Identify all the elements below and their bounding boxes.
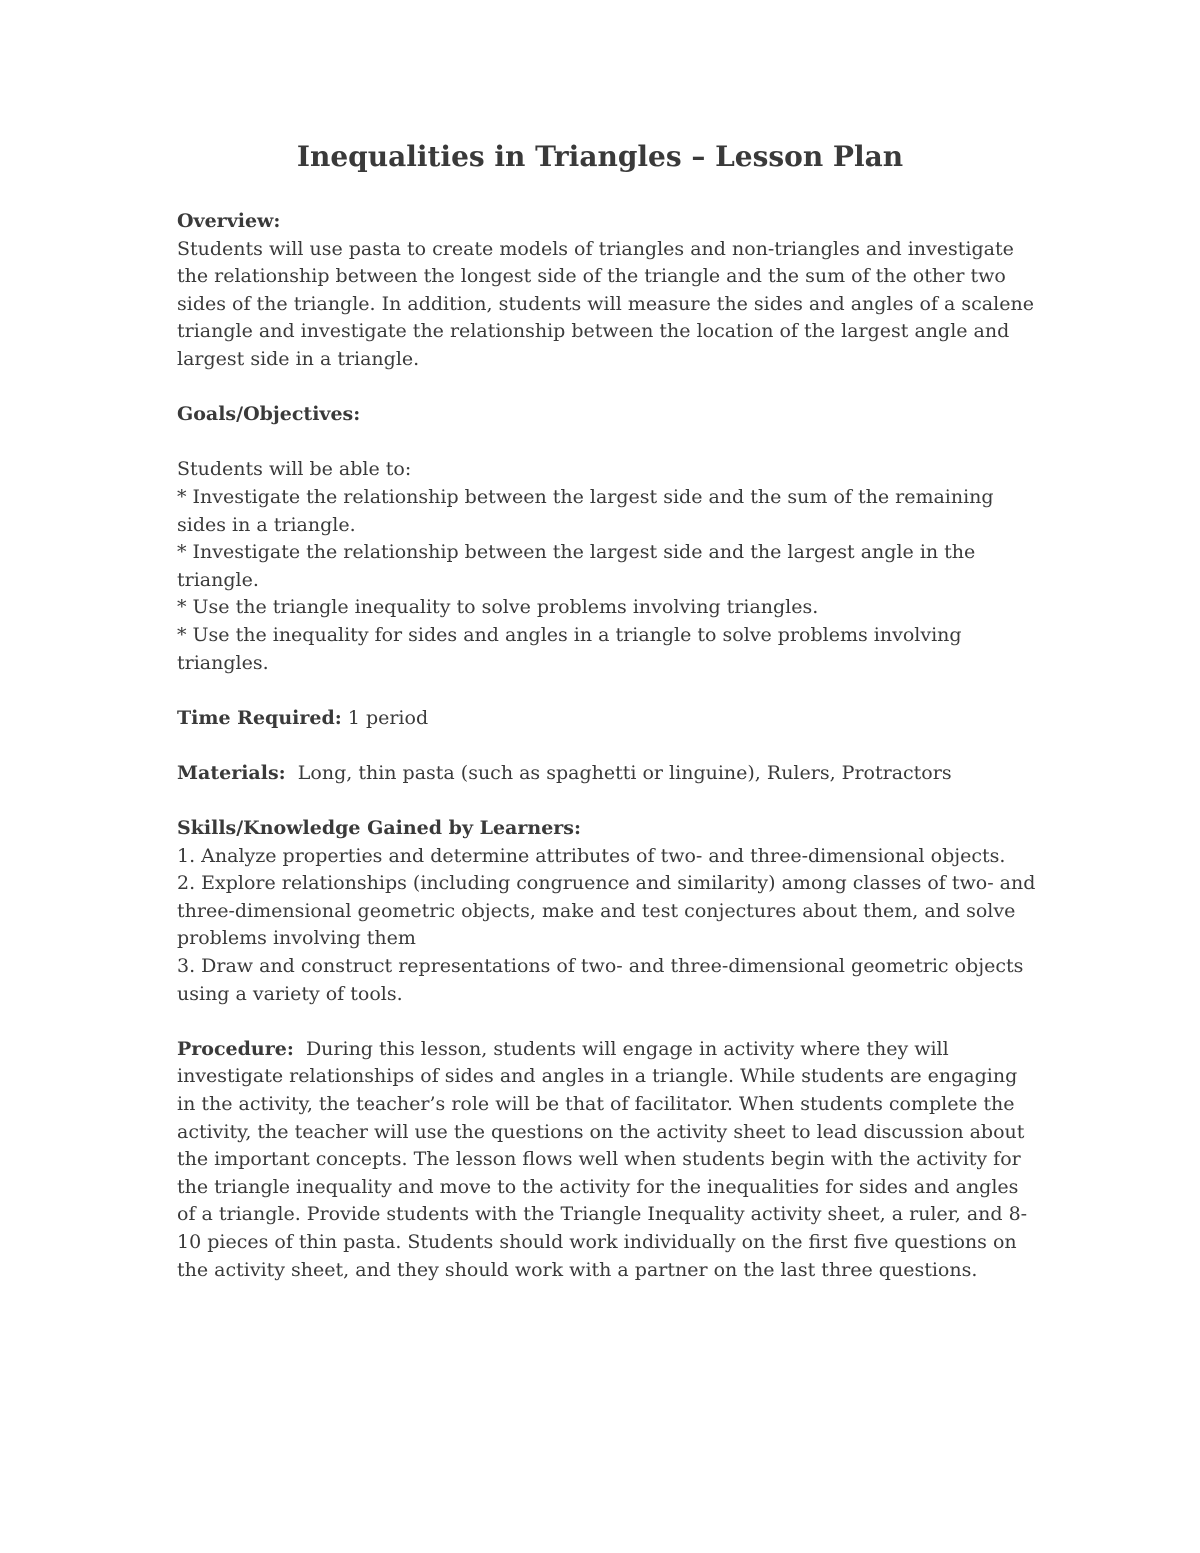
procedure-section — [177, 1036, 1037, 1284]
lesson-content — [177, 208, 1037, 1284]
spacer — [177, 374, 1037, 402]
time-section — [177, 705, 1037, 733]
materials-section — [177, 760, 1037, 788]
goals-intro: Students will be able to: — [177, 458, 412, 481]
skill-item: 1. Analyze properties and determine attributes of two- and three-dimensional objects. — [177, 844, 1006, 867]
skills-heading — [177, 815, 1037, 843]
spacer — [177, 1008, 1037, 1036]
skills-label: Skills/Knowledge Gained by Learners: — [177, 817, 582, 840]
spacer — [177, 429, 1037, 457]
goals-heading — [177, 401, 1037, 429]
skill-item: 3. Draw and construct representations of two- and three-dimensional geometric objects using a variety of tools. — [177, 955, 1024, 1005]
goals-label: Goals/Objectives: — [177, 403, 361, 426]
goal-item: * Use the triangle inequality to solve problems involving triangles. — [177, 596, 819, 619]
time-label: Time Required: — [177, 706, 342, 729]
materials-label: Materials: — [177, 761, 286, 784]
time-value: 1 period — [347, 706, 429, 729]
overview-label: Overview: — [177, 210, 281, 232]
spacer — [177, 677, 1037, 705]
page-title: Inequalities in Triangles – Lesson Plan — [296, 140, 904, 173]
goal-item: * Investigate the relationship between the largest side and the sum of the remaining sides in a triangle. — [177, 485, 994, 536]
materials-value: Long, thin pasta (such as spaghetti or linguine), Rulers, Protractors — [297, 761, 952, 784]
procedure-label: Procedure: — [177, 1037, 294, 1060]
procedure-text: During this lesson, students will engage in activity where they will investigate relationships of sides and angles in a triangle. While students are engaging in the activity, the teacher’s role will be that of facilitator. When students complete the activity, the teacher will use the questions on the activity sheet to lead discussion about the important concepts. The lesson flows well when students begin with the activity for the triangle inequality and move to the activity for the inequalities for sides and angles of a triangle. Provide students with the Triangle Inequality activity sheet, a ruler, and 8-10 pieces of thin pasta. Students should work individually on the first five questions on the activity sheet, and they should work with a partner on the last three questions. — [177, 1037, 1028, 1281]
spacer — [177, 732, 1037, 760]
goal-item: * Use the inequality for sides and angles in a triangle to solve problems involving triangles. — [177, 623, 962, 674]
goal-item: * Investigate the relationship between the largest side and the largest angle in the triangle. — [177, 541, 976, 591]
skill-item: 2. Explore relationships (including congruence and similarity) among classes of two- and three-dimensional geometric objects, make and test conjectures about them, and solve problems involving them — [177, 872, 1036, 950]
overview-section — [177, 208, 1037, 374]
spacer — [177, 787, 1037, 815]
overview-text: Students will use pasta to create models of triangles and non-triangles and investigate the relationship between the longest side of the triangle and the sum of the other two sides of the triangle. In addition, students will measure the sides and angles of a scalene triangle and investigate the relationship between the location of the largest angle and largest side in a triangle. — [177, 237, 1034, 370]
